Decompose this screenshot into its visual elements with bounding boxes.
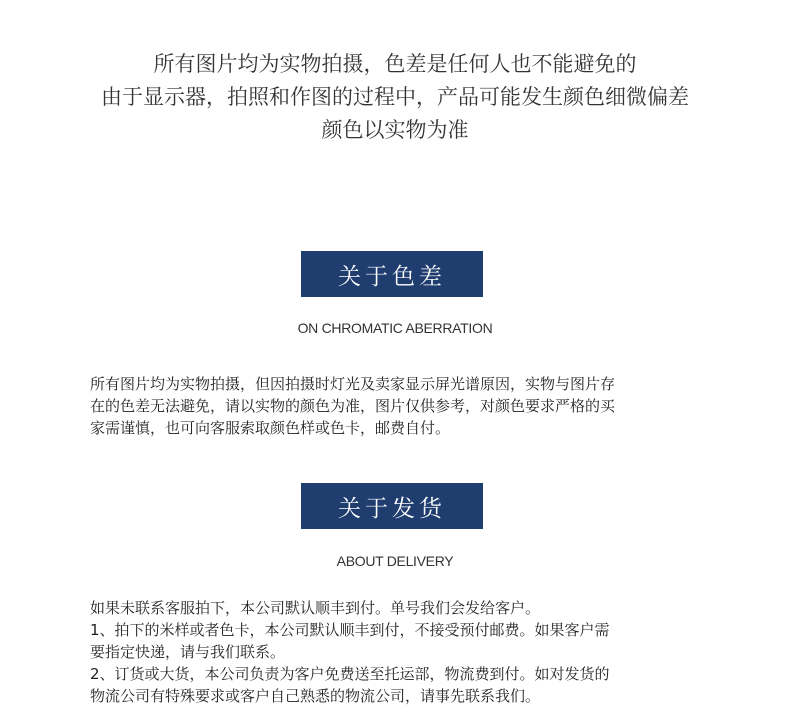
paragraph-line: 所有图片均为实物拍摄，但因拍摄时灯光及卖家显示屏光谱原因，实物与图片存 bbox=[90, 375, 616, 393]
intro-line: 所有图片均为实物拍摄，色差是任何人也不能避免的 bbox=[153, 52, 637, 76]
paragraph-line: 家需谨慎，也可向客服索取颜色样或色卡，邮费自付。 bbox=[90, 419, 451, 437]
paragraph-line: 2、订货或大货，本公司负责为客户免费送至托运部，物流费到付。如对发货的 bbox=[90, 665, 610, 683]
delivery-paragraph bbox=[90, 597, 720, 707]
color-difference-paragraph bbox=[90, 373, 720, 439]
delivery-banner: 关于发货 bbox=[301, 483, 483, 529]
color-difference-subtitle: ON CHROMATIC ABERRATION bbox=[297, 320, 493, 336]
intro-notice bbox=[0, 48, 790, 147]
intro-line: 由于显示器，拍照和作图的过程中，产品可能发生颜色细微偏差 bbox=[101, 85, 689, 109]
color-difference-banner: 关于色差 bbox=[301, 251, 483, 297]
paragraph-line: 1、拍下的米样或者色卡，本公司默认顺丰到付，不接受预付邮费。如果客户需 bbox=[90, 621, 610, 639]
paragraph-line: 如果未联系客服拍下，本公司默认顺丰到付。单号我们会发给客户。 bbox=[90, 599, 541, 617]
paragraph-line: 在的色差无法避免，请以实物的颜色为准，图片仅供参考，对颜色要求严格的买 bbox=[90, 397, 616, 415]
paragraph-line: 物流公司有特殊要求或客户自己熟悉的物流公司，请事先联系我们。 bbox=[90, 687, 541, 705]
intro-line: 颜色以实物为准 bbox=[321, 118, 469, 142]
delivery-subtitle: ABOUT DELIVERY bbox=[336, 553, 454, 569]
paragraph-line: 要指定快递，请与我们联系。 bbox=[90, 643, 286, 661]
